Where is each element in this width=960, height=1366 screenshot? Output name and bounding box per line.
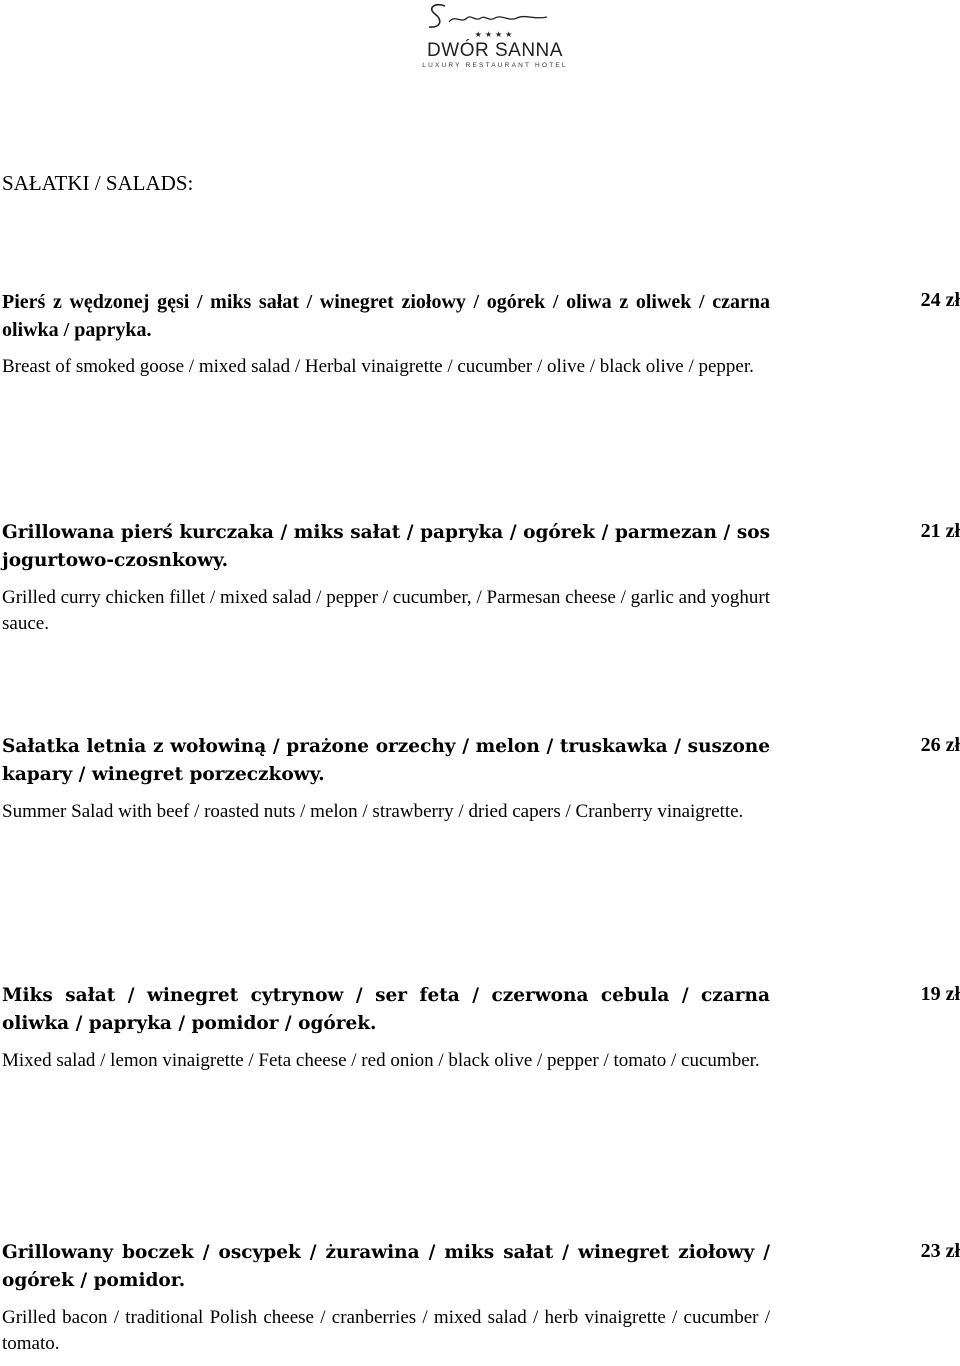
menu-item — [2, 519, 960, 637]
item-name-english: Breast of smoked goose / mixed salad / Herbal vinaigrette / cucumber / olive / black olive / pepper. — [2, 356, 754, 377]
item-price: 26 zł — [920, 734, 960, 756]
item-price: 24 zł — [920, 289, 960, 311]
item-price: 23 zł — [920, 1240, 960, 1262]
item-name-english: Grilled bacon / traditional Polish cheese / cranberries / mixed salad / herb vinaigrette / cucumber / tomato. — [2, 1307, 770, 1354]
item-name-polish: Miks sałat / winegret cytrynow / ser feta / czerwona cebula / czarna oliwka / papryka / pomidor / ogórek. — [2, 985, 770, 1034]
item-price: 19 zł — [920, 983, 960, 1005]
item-name-polish: Sałatka letnia z wołowiną / prażone orzechy / melon / truskawka / suszone kapary / winegret porzeczkowy. — [2, 736, 770, 785]
item-name-english: Mixed salad / lemon vinaigrette / Feta cheese / red onion / black olive / pepper / tomato / cucumber. — [2, 1050, 760, 1071]
brand-name: DWÓR SANNA — [427, 40, 563, 61]
item-name-english: Summer Salad with beef / roasted nuts / melon / strawberry / dried capers / Cranberry vinaigrette. — [2, 801, 744, 822]
item-name-polish: Pierś z wędzonej gęsi / miks sałat / winegret ziołowy / ogórek / oliwa z oliwek / czarna oliwka / papryka. — [2, 291, 770, 341]
menu-item — [2, 1239, 960, 1357]
item-name-polish: Grillowana pierś kurczaka / miks sałat / papryka / ogórek / parmezan / sos jogurtowo-czosnkowy. — [2, 522, 770, 571]
restaurant-logo — [405, 0, 585, 76]
brand-tagline: LUXURY RESTAURANT HOTEL — [422, 62, 568, 69]
menu-item — [2, 982, 960, 1074]
menu-item — [2, 733, 960, 825]
item-price: 21 zł — [920, 520, 960, 542]
menu-item — [2, 288, 960, 380]
star-rating: ★★★★ — [474, 30, 516, 39]
section-title: SAŁATKI / SALADS: — [2, 171, 194, 195]
item-name-english: Grilled curry chicken fillet / mixed salad / pepper / cucumber, / Parmesan cheese / garlic and yoghurt sauce. — [2, 587, 770, 634]
item-name-polish: Grillowany boczek / oscypek / żurawina / miks sałat / winegret ziołowy / ogórek / pomidor. — [2, 1242, 770, 1291]
